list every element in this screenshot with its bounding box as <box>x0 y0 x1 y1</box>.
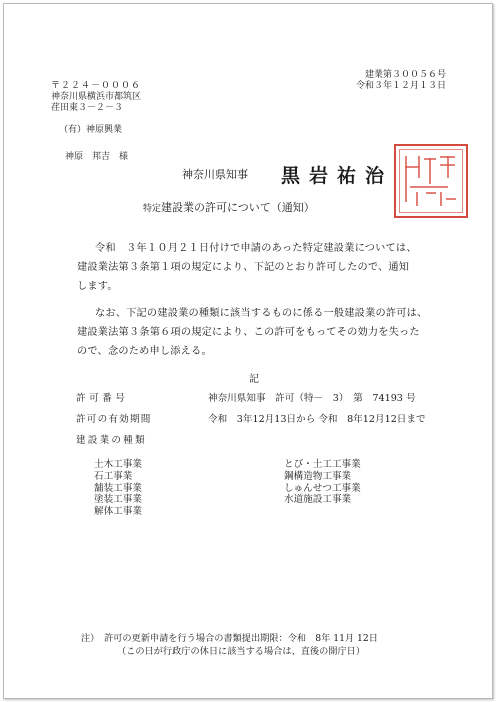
construction-type-item: とび・土工工事業 <box>284 459 361 470</box>
company-name: （有）神原興業 <box>59 125 123 135</box>
construction-type-item: 水道施設工事業 <box>284 494 352 506</box>
construction-types-left <box>94 459 142 518</box>
permit-number-value: 神奈川県知事 許可（特－ 3） 第 74193 号 <box>208 393 416 404</box>
issuer-title: 神奈川県知事 <box>182 168 248 181</box>
construction-type-item: 解体工事業 <box>94 506 142 518</box>
postal-code: 〒２２４－０００６ <box>51 81 142 91</box>
construction-type-item: 鋼構造物工事業 <box>284 470 352 482</box>
permit-number-label: 許可番号 <box>76 393 129 404</box>
construction-type-item: しゅんせつ工事業 <box>284 482 361 494</box>
permit-number-row <box>76 393 416 405</box>
types-row <box>76 435 208 447</box>
paragraph-2-line-3: ので、念のため申し添える。 <box>77 346 212 357</box>
paragraph-1-line-1: 令和 ３年１０月２１日付けで申請のあった特定建設業については、 <box>95 243 417 254</box>
construction-type-item: 塗装工事業 <box>94 494 142 506</box>
document-number: 建業第３００５６号 <box>364 70 446 80</box>
types-label: 建設業の種類 <box>76 435 147 446</box>
validity-value: 令和 3年12月13日から 令和 8年12月12日まで <box>208 414 426 425</box>
ki-heading: 記 <box>249 374 259 385</box>
recipient-name: 神原 邦吉 様 <box>65 152 129 162</box>
subject-line <box>143 201 315 216</box>
subject-prefix: 特定 <box>143 204 162 214</box>
construction-type-item: 土木工事業 <box>94 459 142 470</box>
issuer-name: 黒岩祐治 <box>281 165 394 187</box>
construction-type-item: 石工事業 <box>94 470 133 482</box>
construction-types-right <box>284 459 361 506</box>
subject-title: 建設業の許可について（通知） <box>161 201 315 214</box>
construction-type-item: 舗装工事業 <box>94 482 142 494</box>
official-seal <box>394 144 468 218</box>
notice-document <box>3 3 493 699</box>
paragraph-2-line-2: 建設業法第３条第６項の規定により、この許可をもってその効力を失った <box>77 327 420 338</box>
validity-label: 許可の有効期間 <box>76 414 152 425</box>
note-line-1: 注） 許可の更新申請を行う場合の書類提出期限：令和 8年 11月 12日 <box>81 633 378 644</box>
address-line-2: 荏田東３－２－３ <box>51 103 124 113</box>
document-date: 令和３年１２月１３日 <box>355 81 446 91</box>
paragraph-2-line-1: なお、下記の建設業の種類に該当するものに係る一般建設業の許可は、 <box>95 308 428 319</box>
address-line-1: 神奈川県横浜市都筑区 <box>51 92 142 102</box>
note-line-2: （この日が行政庁の休日に該当する場合は、直後の開庁日） <box>117 646 366 657</box>
paragraph-1-line-3: します。 <box>77 281 118 292</box>
validity-row <box>76 414 426 426</box>
paragraph-1-line-2: 建設業法第３条第１項の規定により、下記のとおり許可したので、通知 <box>77 262 410 273</box>
